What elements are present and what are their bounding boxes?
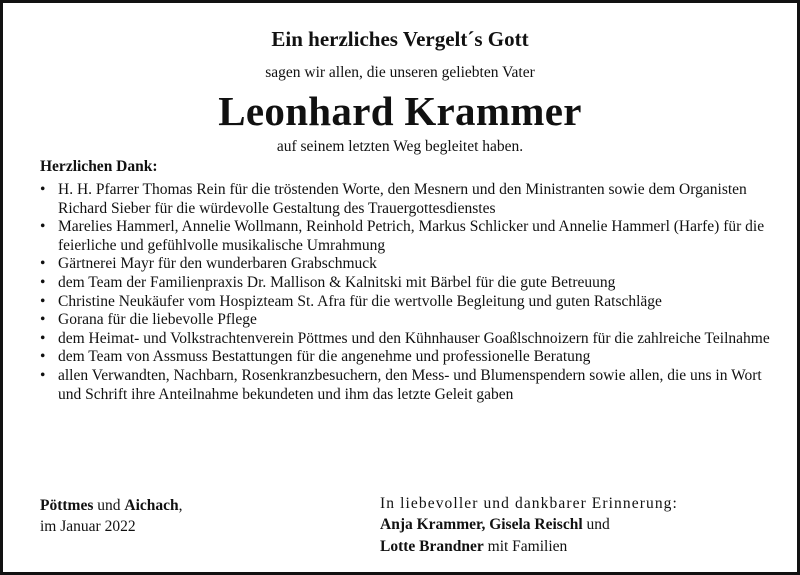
signers-line-2	[380, 538, 567, 556]
signers-and: und	[586, 516, 610, 533]
thanks-item: • allen Verwandten, Nachbarn, Rosenkranzbesuchern, den Mess- und Blumenspendern sowie allen, die uns in Wort und Schrift ihre Anteilnahme bekundeten und ihm das letzte Geleit gaben	[40, 367, 780, 404]
thanks-heading: Herzlichen Dank:	[40, 158, 158, 175]
signers-line-1	[380, 516, 610, 534]
signers-names: Anja Krammer, Gisela Reischl	[380, 516, 583, 533]
place-poettmes: Pöttmes	[40, 497, 94, 514]
place-aichach: Aichach	[124, 497, 179, 514]
place-comma: ,	[178, 497, 183, 514]
thanks-list	[40, 181, 780, 404]
notice-heading: Ein herzliches Vergelt´s Gott	[271, 27, 529, 51]
thanks-item: • H. H. Pfarrer Thomas Rein für die tröstenden Worte, den Mesnern und den Ministranten sowie dem Organisten Richard Sieber für die würdevolle Gestaltung des Trauergottesdienstes	[40, 181, 780, 218]
signer-families: mit Familien	[487, 538, 568, 555]
notice-intro: sagen wir allen, die unseren geliebten Vater	[265, 64, 535, 81]
thanks-item: • Gorana für die liebevolle Pflege	[40, 311, 780, 330]
memory-line: In liebevoller und dankbarer Erinnerung:	[380, 495, 678, 512]
thanks-item: • Marelies Hammerl, Annelie Wollmann, Reinhold Petrich, Markus Schlicker und Annelie Hammerl (Harfe) für die feierliche und gefühlvolle musikalische Umrahmung	[40, 218, 780, 255]
notice-outro: auf seinem letzten Weg begleitet haben.	[276, 138, 524, 155]
thanks-item: • dem Heimat- und Volkstrachtenverein Pöttmes und den Kühnhauser Goaßlschnoizern für die zahlreiche Teilnahme	[40, 330, 780, 349]
thanks-item: • dem Team der Familienpraxis Dr. Mallison & Kalnitski mit Bärbel für die gute Betreuung	[40, 274, 780, 293]
thanks-item: • Gärtnerei Mayr für den wunderbaren Grabschmuck	[40, 255, 780, 274]
deceased-name: Leonhard Krammer	[218, 88, 582, 134]
date-line: im Januar 2022	[40, 518, 136, 535]
signer-lotte: Lotte Brandner	[380, 538, 484, 555]
thanks-item: • Christine Neukäufer vom Hospizteam St. Afra für die wertvolle Begleitung und guten Ratschläge	[40, 293, 780, 312]
place-line	[40, 497, 183, 515]
place-and: und	[97, 497, 121, 514]
thanks-item: • dem Team von Assmuss Bestattungen für die angenehme und professionelle Beratung	[40, 348, 780, 367]
